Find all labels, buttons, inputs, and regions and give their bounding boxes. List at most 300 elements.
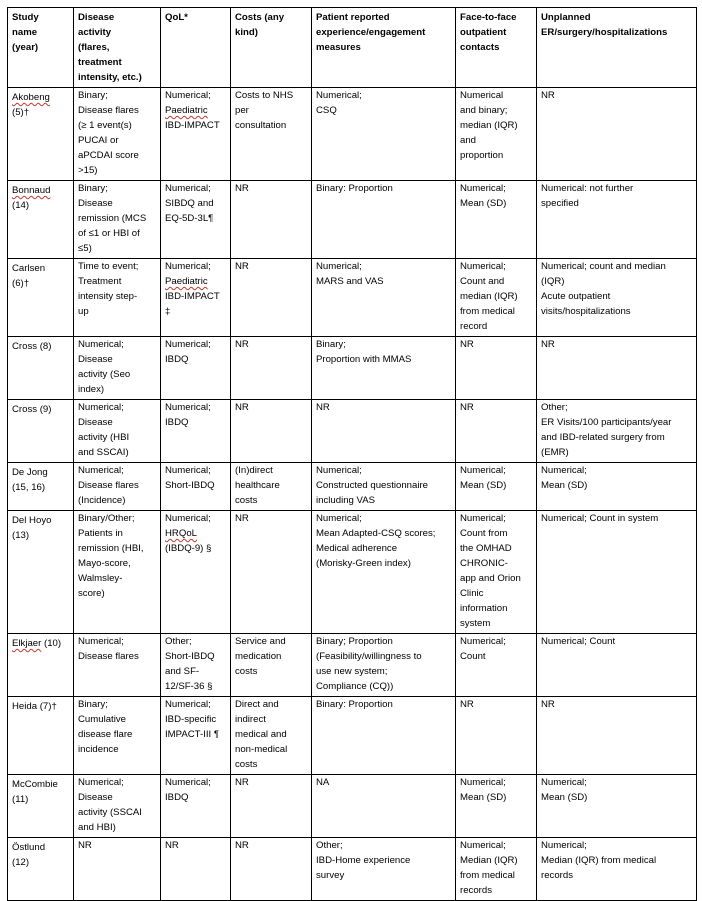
cell-line: ‡: [165, 306, 171, 317]
table-row: [8, 775, 697, 838]
cell-line: ER/surgery/hospitalizations: [541, 27, 668, 38]
cell-line: and binary;: [460, 105, 508, 116]
cell-line: De Jong: [12, 467, 48, 478]
cell-disease-activity: [74, 259, 161, 337]
cell-costs: [231, 259, 312, 337]
cell-line: Walmsley-: [78, 573, 123, 584]
cell-qol: [161, 511, 231, 634]
cell-line: kind): [235, 27, 258, 38]
cell-line: remission (HBI,: [78, 543, 144, 554]
cell-line: (IQR): [541, 276, 565, 287]
cell-line: Östlund: [12, 842, 46, 853]
cell-outpatient-contacts: [456, 337, 537, 400]
cell-line: ≤5): [78, 243, 92, 254]
cell-line: Costs to NHS: [235, 90, 294, 101]
cell-line: (Feasibility/willingness to: [316, 651, 422, 662]
cell-line: and HBI): [78, 822, 116, 833]
header-row: [8, 8, 697, 88]
cell-line: Binary; Proportion: [316, 636, 393, 647]
cell-line: medication: [235, 651, 282, 662]
cell-line: experience/engagement: [316, 27, 426, 38]
header-unplanned-care: [537, 8, 697, 88]
cell-line: Cross (9): [12, 404, 52, 415]
cell-study-name: [8, 400, 74, 463]
cell-line: Mean (SD): [541, 792, 588, 803]
cell-line: Count: [460, 651, 486, 662]
cell-line: Study: [12, 12, 39, 23]
cell-unplanned-care: [537, 775, 697, 838]
cell-line: Clinic: [460, 588, 484, 599]
cell-line: costs: [235, 666, 258, 677]
cell-line: remission (MCS: [78, 213, 147, 224]
cell-line: (5)†: [12, 107, 30, 118]
cell-disease-activity: [74, 697, 161, 775]
cell-line: Service and: [235, 636, 286, 647]
header-outpatient-contacts: [456, 8, 537, 88]
header-disease-activity: [74, 8, 161, 88]
cell-line: Patients in: [78, 528, 123, 539]
cell-line: Numerical;: [165, 339, 211, 350]
cell-unplanned-care: [537, 511, 697, 634]
cell-costs: [231, 775, 312, 838]
cell-line: Numerical;: [165, 402, 211, 413]
cell-line: Mean Adapted-CSQ scores;: [316, 528, 436, 539]
cell-line: indirect: [235, 714, 266, 725]
cell-line: Numerical;: [165, 261, 211, 272]
cell-line: Numerical;: [165, 183, 211, 194]
spellcheck-underlined-word: Bonnaud: [12, 185, 51, 196]
cell-line: Median (IQR): [460, 855, 518, 866]
cell-patient-experience: [312, 400, 456, 463]
table-row: [8, 463, 697, 511]
cell-disease-activity: [74, 511, 161, 634]
cell-outpatient-contacts: [456, 88, 537, 181]
cell-line: Numerical;: [316, 465, 362, 476]
cell-line: and SSCAI): [78, 447, 129, 458]
study-characteristics-table: [7, 7, 697, 901]
cell-line: Costs (any: [235, 12, 285, 23]
cell-line: proportion: [460, 150, 504, 161]
cell-costs: [231, 337, 312, 400]
cell-line: Mean (SD): [541, 480, 588, 491]
cell-line: Mean (SD): [460, 198, 507, 209]
cell-line: Mayo-score,: [78, 558, 131, 569]
cell-patient-experience: [312, 697, 456, 775]
cell-line: up: [78, 306, 89, 317]
cell-unplanned-care: [537, 181, 697, 259]
header-patient-experience: [312, 8, 456, 88]
cell-disease-activity: [74, 463, 161, 511]
cell-line: Disease flares: [78, 480, 139, 491]
cell-line: Compliance (CQ)): [316, 681, 394, 692]
cell-line: Numerical;: [460, 513, 506, 524]
cell-line: IBD-Home experience: [316, 855, 411, 866]
cell-line: Numerical;: [165, 465, 211, 476]
table-row: [8, 337, 697, 400]
cell-line: >15): [78, 165, 98, 176]
cell-line: activity (Seo: [78, 369, 131, 380]
cell-line: score): [78, 588, 105, 599]
cell-line: (Incidence): [78, 495, 126, 506]
table-body: [8, 88, 697, 901]
cell-line: system: [460, 618, 491, 629]
cell-study-name: [8, 259, 74, 337]
cell-line: use new system;: [316, 666, 388, 677]
cell-line: Numerical;: [541, 840, 587, 851]
cell-line: Numerical;: [460, 777, 506, 788]
cell-line: Disease: [78, 354, 113, 365]
table-row: [8, 181, 697, 259]
cell-costs: [231, 838, 312, 901]
cell-line: Face-to-face: [460, 12, 517, 23]
cell-line: Binary: Proportion: [316, 183, 393, 194]
cell-line: PUCAI or: [78, 135, 119, 146]
cell-line: from medical: [460, 870, 515, 881]
cell-line: Binary/Other;: [78, 513, 135, 524]
cell-line: IBDQ: [165, 354, 189, 365]
cell-unplanned-care: [537, 838, 697, 901]
cell-line: EQ-5D-3L¶: [165, 213, 214, 224]
cell-unplanned-care: [537, 88, 697, 181]
cell-line: Disease: [78, 417, 113, 428]
cell-line: SIBDQ and: [165, 198, 214, 209]
cell-line: CHRONIC-: [460, 558, 508, 569]
spellcheck-underlined-word: Akobeng: [12, 92, 50, 103]
cell-line: McCombie: [12, 779, 58, 790]
cell-qol: [161, 463, 231, 511]
cell-line: Short-IBDQ: [165, 651, 215, 662]
cell-line: visits/hospitalizations: [541, 306, 631, 317]
cell-patient-experience: [312, 838, 456, 901]
cell-line: IBD-specific: [165, 714, 217, 725]
cell-line: median (IQR): [460, 291, 518, 302]
cell-line: Disease: [78, 792, 113, 803]
cell-line: Other;: [316, 840, 343, 851]
cell-line: Other;: [165, 636, 192, 647]
cell-line: NR: [460, 339, 474, 350]
cell-line: and IBD-related surgery from: [541, 432, 665, 443]
cell-line: Disease flares: [78, 105, 139, 116]
cell-line: app and Orion: [460, 573, 521, 584]
cell-line: IMPACT-III ¶: [165, 729, 220, 740]
cell-line: NR: [235, 339, 249, 350]
cell-line: Numerical;: [78, 402, 124, 413]
cell-line: (12): [12, 857, 30, 868]
cell-line: [12, 90, 69, 105]
cell-line: (Morisky-Green index): [316, 558, 411, 569]
table-row: [8, 511, 697, 634]
cell-line: (15, 16): [12, 482, 46, 493]
cell-disease-activity: [74, 337, 161, 400]
cell-line: incidence: [78, 744, 119, 755]
cell-outpatient-contacts: [456, 463, 537, 511]
cell-line: MARS and VAS: [316, 276, 384, 287]
cell-patient-experience: [312, 775, 456, 838]
table-row: [8, 400, 697, 463]
cell-patient-experience: [312, 88, 456, 181]
cell-line: QoL*: [165, 12, 188, 23]
table-row: [8, 634, 697, 697]
cell-line: NR: [541, 699, 555, 710]
cell-line: Numerical; Count in system: [541, 513, 659, 524]
cell-patient-experience: [312, 259, 456, 337]
cell-line: NR: [460, 402, 474, 413]
cell-line: Numerical;: [165, 699, 211, 710]
cell-line: Numerical;: [460, 465, 506, 476]
cell-study-name: [8, 775, 74, 838]
cell-outpatient-contacts: [456, 181, 537, 259]
cell-line: Numerical: not further: [541, 183, 634, 194]
cell-line: record: [460, 321, 488, 332]
cell-line: [12, 183, 69, 198]
cell-qol: [161, 634, 231, 697]
cell-line: Carlsen: [12, 263, 46, 274]
table-row: [8, 88, 697, 181]
cell-disease-activity: [74, 838, 161, 901]
cell-line: (≥ 1 event(s): [78, 120, 132, 131]
cell-line: and: [460, 135, 477, 146]
cell-study-name: [8, 511, 74, 634]
cell-costs: [231, 697, 312, 775]
cell-line: Elkjaer (10): [12, 638, 62, 649]
cell-qol: [161, 88, 231, 181]
cell-line: specified: [541, 198, 579, 209]
cell-line: Numerical;: [541, 465, 587, 476]
cell-outpatient-contacts: [456, 259, 537, 337]
cell-line: healthcare: [235, 480, 280, 491]
cell-line: IBD-IMPACT: [165, 291, 220, 302]
cell-disease-activity: [74, 88, 161, 181]
cell-outpatient-contacts: [456, 400, 537, 463]
table-row: [8, 259, 697, 337]
cell-line: Acute outpatient: [541, 291, 611, 302]
cell-line: costs: [235, 495, 258, 506]
cell-line: Constructed questionnaire: [316, 480, 428, 491]
cell-line: from medical: [460, 306, 515, 317]
cell-line: Numerical;: [165, 777, 211, 788]
table-row: [8, 697, 697, 775]
spellcheck-underlined-word: Paediatric: [165, 105, 208, 116]
cell-line: Heida (7)†: [12, 701, 57, 712]
cell-costs: [231, 511, 312, 634]
cell-line: NR: [78, 840, 92, 851]
cell-line: Numerical;: [78, 465, 124, 476]
cell-costs: [231, 463, 312, 511]
cell-line: 12/SF-36 §: [165, 681, 213, 692]
cell-patient-experience: [312, 337, 456, 400]
cell-line: IBD-IMPACT: [165, 120, 220, 131]
cell-unplanned-care: [537, 634, 697, 697]
cell-outpatient-contacts: [456, 634, 537, 697]
cell-outpatient-contacts: [456, 697, 537, 775]
cell-unplanned-care: [537, 697, 697, 775]
cell-line: (13): [12, 530, 30, 541]
cell-line: Disease: [78, 12, 115, 23]
cell-patient-experience: [312, 634, 456, 697]
cell-line: IBDQ: [165, 417, 189, 428]
cell-line: NR: [165, 840, 179, 851]
cell-line: contacts: [460, 42, 500, 53]
cell-line: including VAS: [316, 495, 376, 506]
cell-line: Numerical;: [460, 840, 506, 851]
cell-line: Numerical;: [316, 513, 362, 524]
cell-line: medical and: [235, 729, 287, 740]
cell-line: ER Visits/100 participants/year: [541, 417, 672, 428]
cell-line: Numerical;: [541, 777, 587, 788]
cell-costs: [231, 634, 312, 697]
header-costs: [231, 8, 312, 88]
cell-line: Binary;: [78, 699, 108, 710]
cell-line: activity (SSCAI: [78, 807, 142, 818]
cell-line: Medical adherence: [316, 543, 398, 554]
cell-costs: [231, 88, 312, 181]
cell-line: (6)†: [12, 278, 30, 289]
cell-disease-activity: [74, 775, 161, 838]
cell-line: Median (IQR) from medical: [541, 855, 657, 866]
cell-line: information: [460, 603, 508, 614]
cell-study-name: [8, 463, 74, 511]
cell-line: NR: [235, 402, 249, 413]
cell-line: Time to event;: [78, 261, 139, 272]
cell-study-name: [8, 181, 74, 259]
cell-line: Binary;: [78, 90, 108, 101]
cell-line: outpatient: [460, 27, 507, 38]
cell-line: Cross (8): [12, 341, 52, 352]
cell-line: Numerical;: [460, 636, 506, 647]
cell-qol: [161, 838, 231, 901]
cell-line: NR: [235, 261, 249, 272]
cell-line: Numerical;: [78, 777, 124, 788]
cell-line: of ≤1 or HBI of: [78, 228, 140, 239]
cell-line: NR: [541, 90, 555, 101]
cell-line: costs: [235, 759, 258, 770]
cell-line: Del Hoyo: [12, 515, 52, 526]
cell-line: Disease: [78, 198, 113, 209]
cell-line: Cumulative: [78, 714, 126, 725]
cell-line: NR: [316, 402, 330, 413]
cell-unplanned-care: [537, 259, 697, 337]
cell-disease-activity: [74, 634, 161, 697]
cell-line: index): [78, 384, 105, 395]
cell-line: Numerical;: [460, 261, 506, 272]
table-row: [8, 838, 697, 901]
cell-line: Numerical;: [316, 261, 362, 272]
header-study-name: [8, 8, 74, 88]
cell-line: Count from: [460, 528, 508, 539]
cell-line: records: [460, 885, 492, 896]
cell-study-name: [8, 88, 74, 181]
spellcheck-underlined-word: Elkjaer: [12, 638, 42, 649]
cell-line: Numerical; Count: [541, 636, 616, 647]
cell-study-name: [8, 337, 74, 400]
cell-line: Disease flares: [78, 651, 139, 662]
cell-line: (flares,: [78, 42, 110, 53]
cell-line: disease flare: [78, 729, 133, 740]
cell-costs: [231, 181, 312, 259]
cell-line: CSQ: [316, 105, 337, 116]
cell-line: intensity, etc.): [78, 72, 142, 83]
cell-unplanned-care: [537, 337, 697, 400]
cell-line: Mean (SD): [460, 792, 507, 803]
cell-line: Numerical;: [316, 90, 362, 101]
cell-line: Numerical: [460, 90, 504, 101]
cell-line: the OMHAD: [460, 543, 512, 554]
cell-line: Numerical;: [165, 90, 211, 101]
cell-patient-experience: [312, 511, 456, 634]
cell-line: aPCDAI score: [78, 150, 139, 161]
cell-line: (EMR): [541, 447, 569, 458]
cell-line: records: [541, 870, 573, 881]
cell-line: Numerical;: [165, 513, 211, 524]
cell-outpatient-contacts: [456, 775, 537, 838]
cell-line: activity (HBI: [78, 432, 130, 443]
cell-qol: [161, 697, 231, 775]
cell-line: name: [12, 27, 38, 38]
header-qol: [161, 8, 231, 88]
cell-disease-activity: [74, 400, 161, 463]
cell-line: Binary: Proportion: [316, 699, 393, 710]
cell-line: Mean (SD): [460, 480, 507, 491]
cell-qol: [161, 400, 231, 463]
cell-line: NR: [235, 840, 249, 851]
cell-line: NR: [235, 513, 249, 524]
cell-line: NR: [235, 777, 249, 788]
cell-line: Binary;: [316, 339, 346, 350]
cell-qol: [161, 181, 231, 259]
cell-line: Treatment: [78, 276, 122, 287]
cell-line: Short-IBDQ: [165, 480, 215, 491]
cell-line: median (IQR): [460, 120, 518, 131]
cell-line: Binary;: [78, 183, 108, 194]
cell-line: per: [235, 105, 249, 116]
cell-line: (14): [12, 200, 30, 211]
cell-line: measures: [316, 42, 361, 53]
spellcheck-underlined-word: HRQoL: [165, 528, 197, 539]
cell-line: Numerical;: [78, 636, 124, 647]
cell-qol: [161, 259, 231, 337]
cell-patient-experience: [312, 181, 456, 259]
cell-line: NR: [460, 699, 474, 710]
cell-qol: [161, 337, 231, 400]
cell-line: Unplanned: [541, 12, 591, 23]
cell-study-name: [8, 634, 74, 697]
cell-line: NR: [235, 183, 249, 194]
cell-patient-experience: [312, 463, 456, 511]
cell-line: intensity step-: [78, 291, 138, 302]
cell-outpatient-contacts: [456, 511, 537, 634]
cell-line: NR: [541, 339, 555, 350]
cell-line: [165, 274, 226, 289]
cell-study-name: [8, 838, 74, 901]
cell-line: Patient reported: [316, 12, 390, 23]
cell-line: Numerical;: [460, 183, 506, 194]
cell-qol: [161, 775, 231, 838]
cell-line: (IBDQ-9) §: [165, 543, 212, 554]
cell-line: Other;: [541, 402, 568, 413]
cell-costs: [231, 400, 312, 463]
cell-line: (In)direct: [235, 465, 273, 476]
cell-line: [165, 103, 226, 118]
cell-outpatient-contacts: [456, 838, 537, 901]
cell-line: survey: [316, 870, 345, 881]
cell-line: Proportion with MMAS: [316, 354, 412, 365]
cell-line: Numerical; count and median: [541, 261, 666, 272]
cell-line: IBDQ: [165, 792, 189, 803]
cell-line: non-medical: [235, 744, 288, 755]
cell-line: Numerical;: [78, 339, 124, 350]
cell-line: activity: [78, 27, 112, 38]
cell-unplanned-care: [537, 400, 697, 463]
